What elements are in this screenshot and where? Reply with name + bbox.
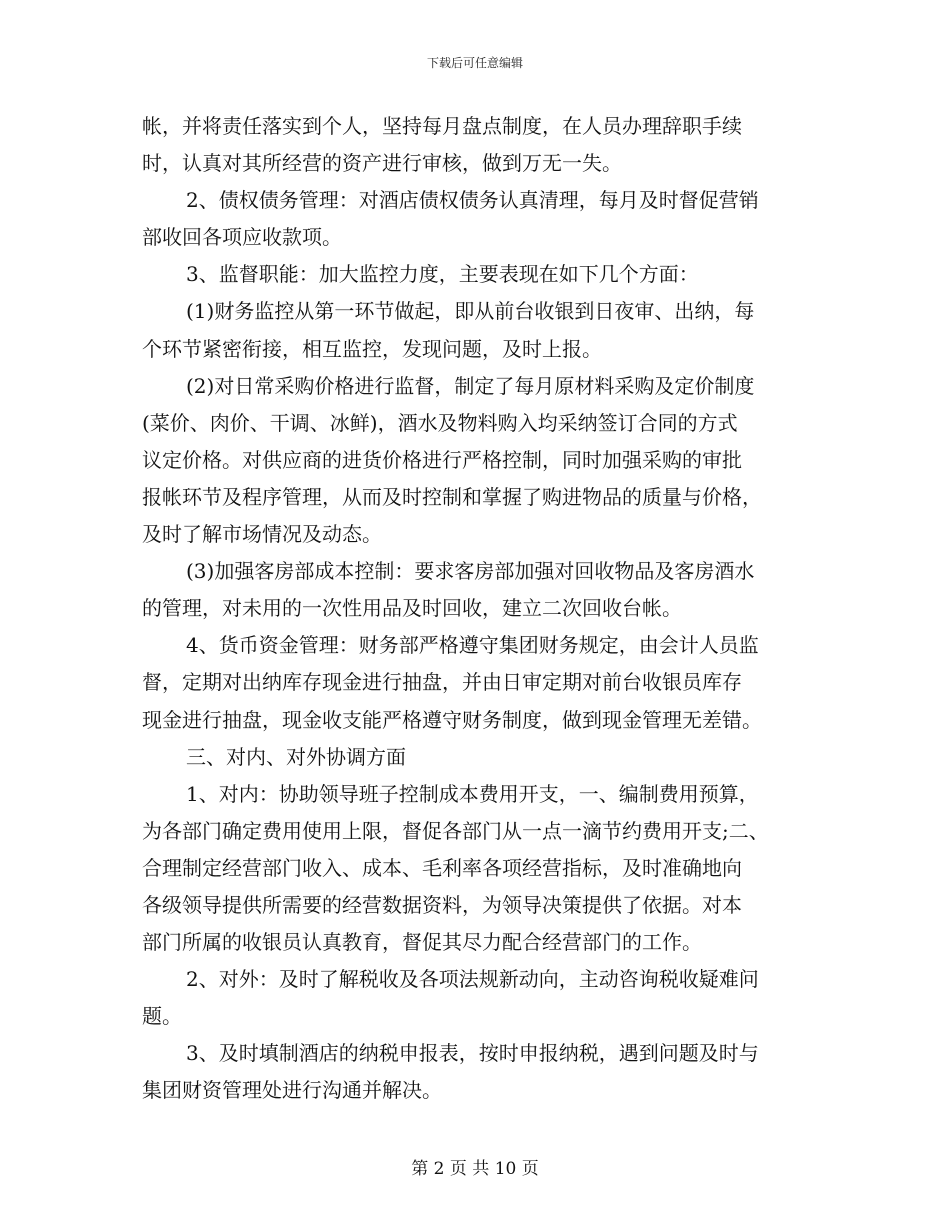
body-line: 现金进行抽盘，现金收支能严格遵守财务制度，做到现金管理无差错。	[142, 707, 762, 732]
body-line: (菜价、肉价、干调、冰鲜)，酒水及物料购入均采纳签订合同的方式	[142, 410, 738, 435]
body-line: (2)对日常采购价格进行监督，制定了每月原材料采购及定价制度	[186, 373, 755, 398]
body-line: 及时了解市场情况及动态。	[142, 522, 382, 547]
body-line: 的管理，对未用的一次性用品及时回收，建立二次回收台帐。	[142, 596, 682, 621]
body-line: (3)加强客房部成本控制：要求客房部加强对回收物品及客房酒水	[186, 559, 755, 584]
body-line: 集团财资管理处进行沟通并解决。	[142, 1078, 442, 1103]
body-line: 3、监督职能：加大监控力度，主要表现在如下几个方面：	[186, 262, 699, 287]
body-line: 4、货币资金管理：财务部严格遵守集团财务规定，由会计人员监	[186, 633, 759, 658]
body-line: 时，认真对其所经营的资产进行审核，做到万无一失。	[142, 151, 622, 176]
body-line: 各级领导提供所需要的经营数据资料，为领导决策提供了依据。对本	[142, 892, 742, 917]
body-line: 督，定期对出纳库存现金进行抽盘，并由日审定期对前台收银员库存	[142, 670, 742, 695]
body-line: 合理制定经营部门收入、成本、毛利率各项经营指标，及时准确地向	[142, 855, 742, 880]
body-line: 议定价格。对供应商的进货价格进行严格控制，同时加强采购的审批	[142, 447, 742, 472]
body-line: 1、对内：协助领导班子控制成本费用开支，一、编制费用预算，	[186, 781, 759, 806]
section-heading: 三、对内、对外协调方面	[186, 744, 406, 769]
body-line: 个环节紧密衔接，相互监控，发现问题，及时上报。	[142, 336, 602, 361]
body-line: 部门所属的收银员认真教育，督促其尽力配合经营部门的工作。	[142, 930, 702, 955]
body-line: 部收回各项应收款项。	[142, 225, 342, 250]
page-header: 下载后可任意编辑	[426, 56, 523, 70]
page-footer: 第 2 页 共 10 页	[411, 1159, 539, 1179]
body-line: 为各部门确定费用使用上限，督促各部门从一点一滴节约费用开支;二、	[142, 818, 769, 843]
body-line: 3、及时填制酒店的纳税申报表，按时申报纳税，遇到问题及时与	[186, 1041, 759, 1066]
body-line: 题。	[142, 1004, 182, 1029]
body-line: (1)财务监控从第一环节做起，即从前台收银到日夜审、出纳，每	[186, 299, 755, 324]
body-line: 2、对外：及时了解税收及各项法规新动向，主动咨询税收疑难问	[186, 967, 759, 992]
document-body	[142, 108, 822, 1110]
body-line: 报帐环节及程序管理，从而及时控制和掌握了购进物品的质量与价格，	[142, 484, 762, 509]
body-line: 帐，并将责任落实到个人，坚持每月盘点制度，在人员办理辞职手续	[142, 114, 742, 138]
body-line: 2、债权债务管理：对酒店债权债务认真清理，每月及时督促营销	[186, 188, 759, 213]
